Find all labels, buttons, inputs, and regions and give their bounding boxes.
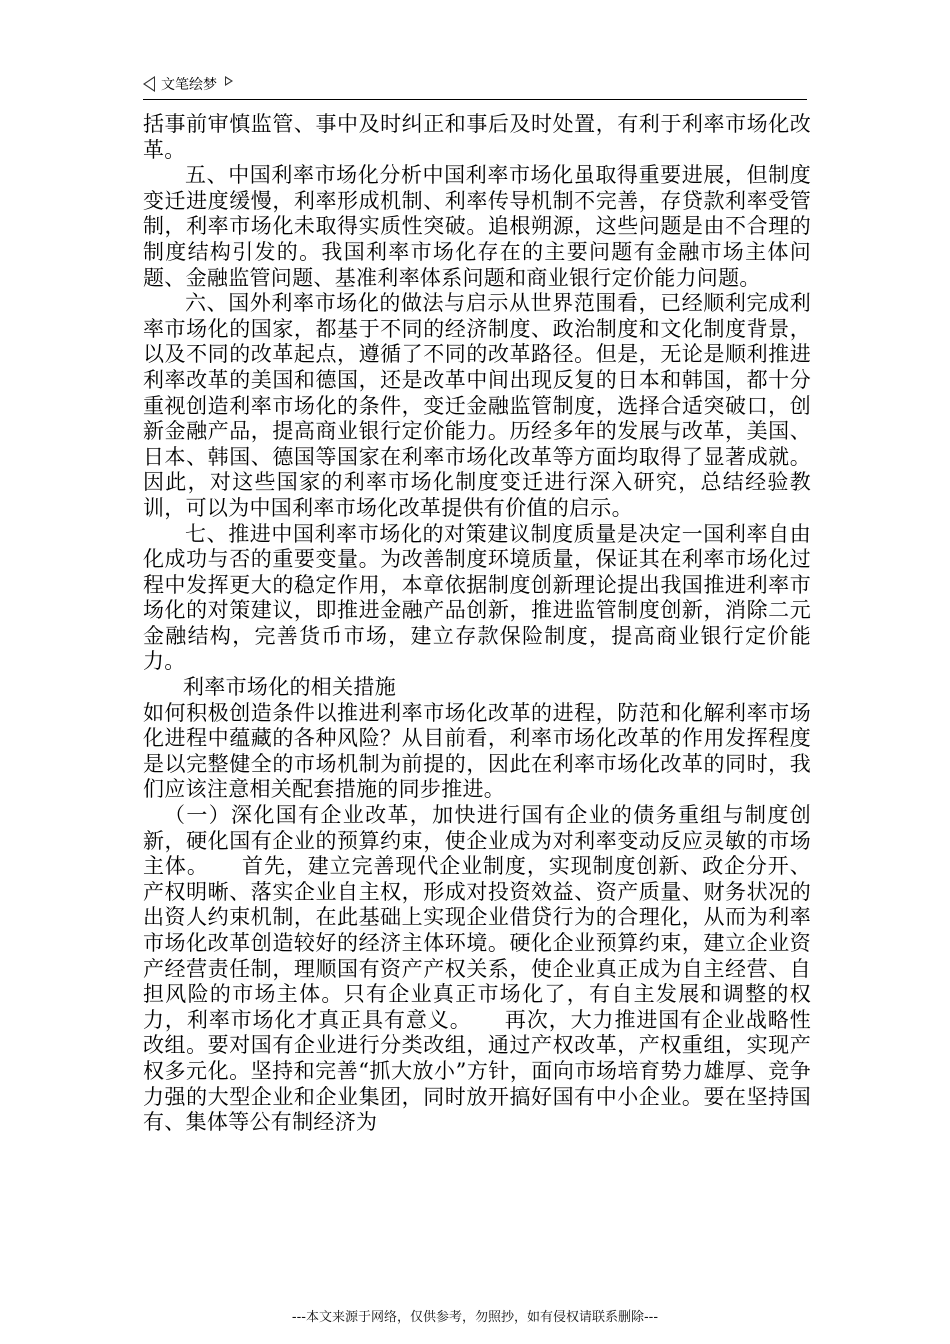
header-divider: [143, 99, 807, 100]
paragraph-continued: 括事前审慎监管、事中及时纠正和事后及时处置，有利于利率市场化改革。: [143, 112, 811, 162]
paragraph-section-5: 五、中国利率市场化分析中国利率市场化虽取得重要进展，但制度变迁进度缓慢，利率形成机制、利率传导机制不完善，存贷款利率受管制，利率市场化未取得实质性突破。追根朔源，这些问题是由不合理的制度结构引发的。我国利率市场化存在的主要问题有金融市场主体问题、金融监管问题、基准利率体系问题和商业银行定价能力问题。: [143, 163, 811, 290]
triangle-left-icon: [143, 76, 155, 92]
header-title: 文笔绘梦: [161, 77, 217, 93]
paragraph-measure-1: （一）深化国有企业改革，加快进行国有企业的债务重组与制度创新，硬化国有企业的预算约束，使企业成为对利率变动反应灵敏的市场主体。 首先，建立完善现代企业制度，实现制度创新、政企分开、产权明晰、落实企业自主权，形成对投资效益、资产质量、财务状况的出资人约束机制，在此基础上实现企业借贷行为的合理化，从而为利率市场化改革创造较好的经济主体环境。硬化企业预算约束，建立企业资产经营责任制，理顺国有资产产权关系，使企业真正成为自主经营、自担风险的市场主体。只有企业真正市场化了，有自主发展和调整的权力，利率市场化才真正具有意义。 再次，大力推进国有企业战略性改组。要对国有企业进行分类改组，通过产权改革，产权重组，实现产权多元化。坚持和完善“抓大放小”方针，面向市场培育势力雄厚、竞争力强的大型企业和企业集团，同时放开搞好国有中小企业。要在坚持国有、集体等公有制经济为: [143, 803, 811, 1135]
triangle-right-icon: [225, 76, 233, 86]
paragraph-section-7: 七、推进中国利率市场化的对策建议制度质量是决定一国利率自由化成功与否的重要变量。为改善制度环境质量，保证其在利率市场化过程中发挥更大的稳定作用，本章依据制度创新理论提出我国推进利率市场化的对策建议，即推进金融产品创新，推进监管制度创新，消除二元金融结构，完善货币市场，建立存款保险制度，提高商业银行定价能力。: [143, 521, 811, 674]
paragraph-section-6: 六、国外利率市场化的做法与启示从世界范围看，已经顺利完成利率市场化的国家，都基于不同的经济制度、政治制度和文化制度背景，以及不同的改革起点，遵循了不同的改革路径。但是，无论是顺利推进利率改革的美国和德国，还是改革中间出现反复的日本和韩国，都十分重视创造利率市场化的条件，变迁金融监管制度，选择合适突破口，创新金融产品，提高商业银行定价能力。历经多年的发展与改革，美国、日本、韩国、德国等国家在利率市场化改革等方面均取得了显著成就。因此，对这些国家的利率市场化制度变迁进行深入研究，总结经验教训，可以为中国利率市场化改革提供有价值的启示。: [143, 291, 811, 520]
page-header: [143, 72, 233, 96]
page-footer: ---本文来源于网络，仅供参考，勿照抄，如有侵权请联系删除---: [291, 1310, 659, 1325]
document-body: [143, 112, 811, 1136]
section-heading: 利率市场化的相关措施: [183, 675, 396, 700]
paragraph-intro: 如何积极创造条件以推进利率市场化改革的进程，防范和化解利率市场化进程中蕴藏的各种风险？从目前看，利率市场化改革的作用发挥程度是以完整健全的市场机制为前提的，因此在利率市场化改革的同时，我们应该注意相关配套措施的同步推进。: [143, 700, 811, 802]
